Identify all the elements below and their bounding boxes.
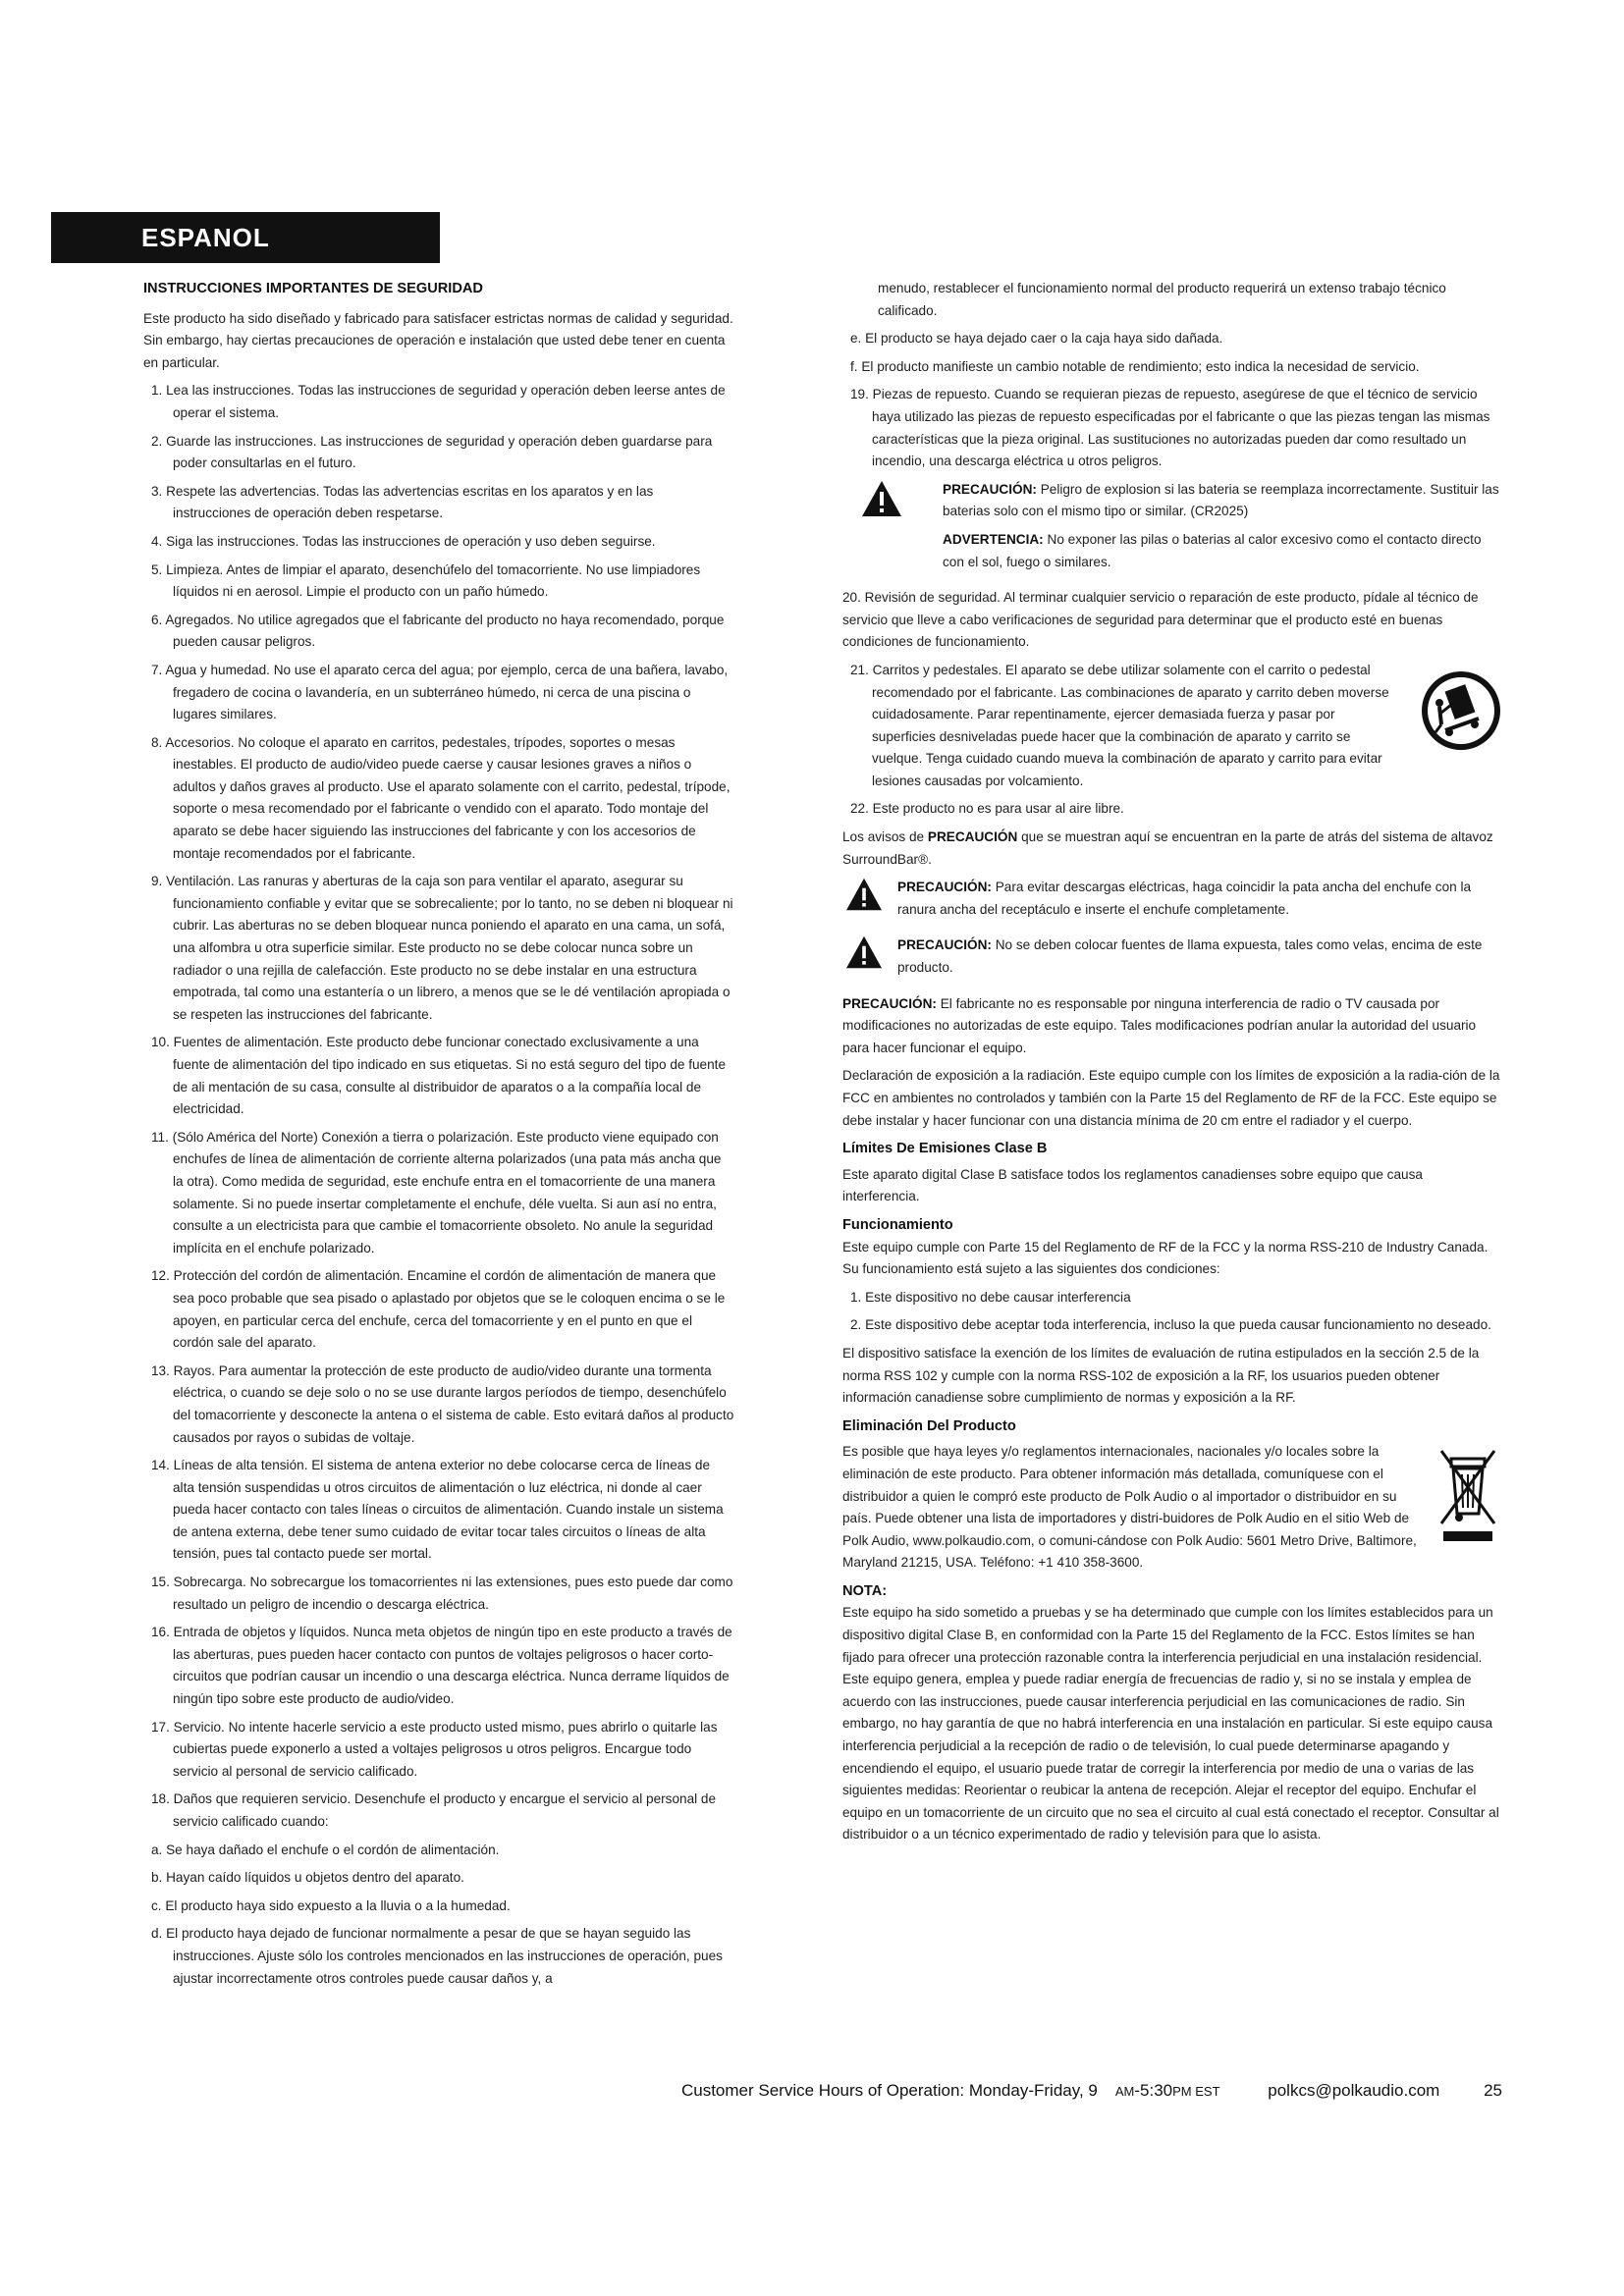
disposal-section	[842, 1441, 1502, 1580]
safety-item: 19. Piezas de repuesto. Cuando se requieran piezas de repuesto, asegúrese de que el técnico de servicio haya utilizado las piezas de repuesto especificadas por el fabricante o que las piezas tengan las mismas características que la pieza original. Las sustituciones no autorizadas pueden dar como resultado un incendio, una descarga eléctrica u otros peligros.	[850, 387, 1490, 469]
safety-item: 14. Líneas de alta tensión. El sistema de antena exterior no debe colocarse cerca de líneas de alta tensión suspendidas u otros circuitos de alimentación o luz eléctrica, ni donde al caer pueda hacer contacto con tales líneas o circuitos de alimentación. Cuando instale un sistema de antena externa, debe tener sumo cuidado de evitar tocar tales circuitos o líneas de alta tensión, pues tal contacto puede ser mortal.	[151, 1458, 724, 1562]
safety-item: 11. (Sólo América del Norte) Conexión a tierra o polarización. Este producto viene equipado con enchufes de línea de alimentación de corriente alterna polarizados (una pata más ancha que la otra). Como medida de seguridad, este enchufe entra en el tomacorriente de una manera solamente. Si no puede insertar completamente el enchufe, déle vuelta. Si aun así no entra, consulte a un electricista para que cambie el tomacorriente obsoleto. No anule la seguridad implícita en el enchufe polarizado.	[151, 1129, 722, 1255]
caution-notices-intro: Los avisos de PRECAUCIÓN que se muestran aquí se encuentran en la parte de atrás del sistema de altavoz SurroundBar®.	[842, 829, 1493, 867]
safety-item: 13. Rayos. Para aumentar la protección de este producto de audio/video durante una tormenta eléctrica, o cuando se deje solo o no se use durante largos períodos de tiempo, desenchúfelo del tomacorriente y desconecte la antena o el sistema de cable. Esto evitará daños al producto causados por rayos o subidas de voltaje.	[151, 1362, 734, 1445]
safety-item: 12. Protección del cordón de alimentación. Encamine el cordón de alimentación de manera que sea poco probable que sea pisado o aplastado por objetos que se le coloquen encima o se le apoyen, en particular cerca del enchufe, cerca del tomacorriente y en el punto en que el cordón sale del aparato.	[151, 1268, 726, 1351]
cart-tip-over-icon	[1420, 669, 1502, 752]
safety-item: 1. Lea las instrucciones. Todas las instrucciones de seguridad y operación deben leerse antes de operar el sistema.	[151, 383, 726, 420]
safety-item: 21. Carritos y pedestales. El aparato se debe utilizar solamente con el carrito o pedestal recomendado por el fabricante. Las combinaciones de aparato y carrito deben moverse cuidadosamente. Parar repentinamente, ejercer demasiada fuerza y pasar por superficies desniveladas puede hacer que la combinación de aparato y carrito se vuelque. Tenga cuidado cuando mueva la combinación de aparato y carrito para evitar lesiones causadas por volcamiento.	[850, 662, 1389, 788]
flame-warning	[842, 934, 1502, 985]
limits-title: Límites De Emisiones Clase B	[842, 1141, 1048, 1157]
safety-item: 2. Guarde las instrucciones. Las instrucciones de seguridad y operación deben guardarse para poder consultarlas en el futuro.	[151, 433, 713, 471]
safety-title: INSTRUCCIONES IMPORTANTES DE SEGURIDAD	[143, 281, 483, 296]
warning-text: Para evitar descargas eléctricas, haga coincidir la pata ancha del enchufe con la ranura ancha del receptáculo e inserte el enchufe completamente.	[897, 880, 1472, 917]
service-subitem: e. El producto se haya dejado caer o la caja haya sido dañada.	[850, 331, 1223, 347]
safety-item: 7. Agua y humedad. No use el aparato cerca del agua; por ejemplo, cerca de una bañera, lavabo, fregadero de cocina o lavandería, en un subterráneo húmedo, ni cerca de una piscina o lugares similares.	[151, 662, 729, 722]
func-text: Este equipo cumple con Parte 15 del Reglamento de RF de la FCC y la norma RSS-210 de Industry Canada. Su funcionamiento está sujeto a las siguientes dos condiciones:	[842, 1239, 1489, 1277]
warning-triangle-icon	[844, 877, 884, 912]
cart-section	[842, 660, 1502, 799]
safety-item: 17. Servicio. No intente hacerle servicio a este producto usted mismo, pues abrirlo o quitarle las cubiertas puede exponerlo a usted a voltajes peligrosos u otros peligros. Encargue todo servicio al personal de servicio calificado.	[151, 1719, 718, 1779]
safety-item: 18. Daños que requieren servicio. Desenchufe el producto y encargue el servicio al personal de servicio calificado cuando:	[151, 1791, 717, 1829]
language-banner: ESPANOL	[51, 212, 440, 263]
condition-item: 1. Este dispositivo no debe causar interferencia	[850, 1289, 1131, 1305]
safety-item: 4. Siga las instrucciones. Todas las instrucciones de operación y uso deben seguirse.	[151, 533, 656, 549]
safety-item: 20. Revisión de seguridad. Al terminar cualquier servicio o reparación de este producto, pídale al técnico de servicio que lleve a cabo verificaciones de seguridad para determinar que el producto esté en buenas condiciones de funcionamiento.	[842, 590, 1479, 650]
right-column	[842, 278, 1502, 1852]
crossed-bin-icon	[1434, 1445, 1502, 1547]
service-subitem: d. El producto haya dejado de funcionar normalmente a pesar de que se hayan seguido las instrucciones. Ajuste sólo los controles mencionados en las instrucciones de operación, pues ajustar incorrectamente otros controles puede causar daños y, a	[151, 1926, 723, 1986]
exemption-text: El dispositivo satisface la exención de los límites de evaluación de rutina estipulados en la sección 2.5 de la norma RSS 102 y cumple con la norma RSS-102 de exposición a la RF, los usuarios pueden obtener información canadiense sobre cumplimiento de normas y exposición a la RF.	[842, 1345, 1480, 1406]
warning-label: PRECAUCIÓN:	[943, 481, 1037, 497]
disposal-text: Es posible que haya leyes y/o reglamentos internacionales, nacionales y/o locales sobre la eliminación de este producto. Para obtener información más detallada, comuníquese con el distribuidor a quien le compró este producto de Polk Audio o al importador o distribuidor en su país. Puede obtener una lista de importadores y distri-buidores de Polk Audio en el sitio Web de Polk Audio, www.polkaudio.com, o comuni-cándose con Polk Audio: 5601 Metro Drive, Baltimore, Maryland 21215, USA. Teléfono: +1 410 358-3600.	[842, 1444, 1417, 1571]
continuation-text: menudo, restablecer el funcionamiento normal del producto requerirá un extenso trabajo técnico calificado.	[878, 281, 1446, 318]
left-column	[143, 278, 734, 1996]
safety-item: 8. Accesorios. No coloque el aparato en carritos, pedestales, trípodes, soportes o mesas inestables. El producto de audio/video puede caerse y causar lesiones graves a niños o adultos y daños graves al producto. Use el aparato solamente con el carrito, pedestal, trípode, soporte o mesa recomendado por el fabricante o vendido con el aparato. Todo montaje del aparato se debe hacer siguiendo las instrucciones del fabricante y con los accesorios de montaje recomendados por el fabricante.	[151, 734, 731, 861]
warning-label: PRECAUCIÓN:	[897, 937, 992, 953]
safety-intro: Este producto ha sido diseñado y fabricado para satisfacer estrictas normas de calidad y seguridad. Sin embargo, hay ciertas precauciones de operación e instalación que usted debe tener en cuenta en particular.	[143, 310, 733, 370]
warning-text: Peligro de explosion si las bateria se reemplaza incorrectamente. Sustituir las baterias solo con el mismo tipo or similar. (CR2025)	[943, 481, 1499, 519]
warning-text: No se deben colocar fuentes de llama expuesta, tales como velas, encima de este producto.	[897, 937, 1483, 976]
page-number: 25	[1484, 2081, 1502, 2100]
safety-item: 10. Fuentes de alimentación. Este producto debe funcionar conectado exclusivamente a una fuente de alimentación del tipo indicado en sus etiquetas. Si no está seguro del tipo de fuente de ali mentación de su casa, consulte al distribuidor de aparatos o a la compañía local de electricidad.	[151, 1035, 727, 1117]
warning-triangle-icon	[844, 934, 884, 970]
plug-warning	[842, 877, 1502, 927]
limits-text: Este aparato digital Clase B satisface todos los reglamentos canadienses sobre equipo que causa interferencia.	[842, 1166, 1423, 1204]
page-footer	[0, 2081, 1502, 2101]
nota-text: Este equipo ha sido sometido a pruebas y se ha determinado que cumple con los límites establecidos para un dispositivo digital Clase B, en conformidad con la Parte 15 del Reglamento de la FCC. Estos límites se han fijado para ofrecer una protección razonable contra la interferencia perjudicial en una instalación residencial. Este equipo genera, emplea y puede radiar energía de frecuencias de radio y, si no se instala y emplea de acuerdo con las instrucciones, puede causar interferencia perjudicial en las comunicaciones de radio. Sin embargo, no hay garantía de que no habrá interferencia en una instalación en particular. Si este equipo causa interferencia perjudicial a la recepción de radio o de televisión, lo cual puede determinarse apagando y encendiendo el equipo, el usuario puede tratar de corregir la interferencia por medio de una o varias de las siguientes medidas: Reorientar o reubicar la antena de recepción. Alejar el receptor del equipo. Enchufar el equipo en un tomacorriente de un circuito que no sea el circuito al cual está conectado el receptor. Consultar al distribuidor o a un técnico experimentado de radio y televisión para que lo asista.	[842, 1605, 1499, 1842]
service-subitem: f. El producto manifieste un cambio notable de rendimiento; esto indica la necesidad de servicio.	[850, 358, 1420, 374]
safety-item: 15. Sobrecarga. No sobrecargue los tomacorrientes ni las extensiones, pues esto puede dar como resultado un peligro de incendio o descarga eléctrica.	[151, 1575, 733, 1612]
safety-item: 9. Ventilación. Las ranuras y aberturas de la caja son para ventilar el aparato, asegurar su funcionamiento confiable y evitar que se sobrecaliente; por lo tanto, no se deben ni bloquear ni cubrir. Las aberturas no se deben bloquear nunca poniendo el aparato en una cama, un sofá, una alfombra u otra superficie similar. Este producto no se debe colocar nunca sobre un radiador o una rejilla de calefacción. Este producto no se debe instalar en una estructura empotrada, tal como una estantería o un librero, a menos que se le dé ventilación apropiada o se respeten las instrucciones del fabricante.	[151, 874, 733, 1022]
condition-item: 2. Este dispositivo debe aceptar toda interferencia, incluso la que pueda causar funcionamiento no deseado.	[850, 1317, 1491, 1333]
disposal-title: Eliminación Del Producto	[842, 1417, 1016, 1434]
warning-text: No exponer las pilas o baterias al calor excesivo como el contacto directo con el sol, fuego o similares.	[943, 531, 1482, 569]
safety-item: 16. Entrada de objetos y líquidos. Nunca meta objetos de ningún tipo en este producto a través de las aberturas, pues pueden hacer contacto con puntos de voltajes peligrosos o hacer corto-circuitos que podrían causar un incendio o una descarga eléctrica. Nunca derrame líquidos de ningún tipo sobre este producto de audio/video.	[151, 1625, 732, 1707]
func-title: Funcionamiento	[842, 1216, 953, 1233]
warning-label: ADVERTENCIA:	[943, 531, 1044, 547]
safety-item: 22. Este producto no es para usar al aire libre.	[850, 801, 1124, 817]
battery-warning	[842, 479, 1502, 579]
warning-triangle-icon	[860, 479, 903, 518]
safety-item: 5. Limpieza. Antes de limpiar el aparato, desenchúfelo del tomacorriente. No use limpiadores líquidos ni en aerosol. Limpie el producto con un paño húmedo.	[151, 561, 701, 600]
service-subitem: c. El producto haya sido expuesto a la lluvia o a la humedad.	[151, 1897, 511, 1913]
support-email[interactable]: polkcs@polkaudio.com	[1268, 2081, 1440, 2100]
service-subitem: b. Hayan caído líquidos u objetos dentro del aparato.	[151, 1870, 464, 1886]
safety-item: 3. Respete las advertencias. Todas las advertencias escritas en los aparatos y en las instrucciones de operación deben respetarse.	[151, 483, 654, 521]
nota-title: NOTA:	[842, 1582, 888, 1599]
service-subitem: a. Se haya dañado el enchufe o el cordón de alimentación.	[151, 1842, 500, 1857]
safety-item: 6. Agregados. No utilice agregados que el fabricante del producto no haya recomendado, porque pueden causar peligros.	[151, 612, 725, 650]
fcc-caution: PRECAUCIÓN: El fabricante no es responsable por ninguna interferencia de radio o TV causada por modificaciones no autorizadas de este equipo. Tales modificaciones podrían anular la autoridad del usuario para hacer funcionar el equipo.	[842, 995, 1477, 1055]
radiation-statement: Declaración de exposición a la radiación. Este equipo cumple con los límites de exposición a la radia-ción de la FCC en ambientes no controlados y también con la Parte 15 del Reglamento de RF de la FCC. Este equipo se debe instalar y hacer funcionar con una distancia mínima de 20 cm entre el radiador y el cuerpo.	[842, 1068, 1500, 1128]
warning-label: PRECAUCIÓN:	[897, 880, 992, 895]
service-hours: Customer Service Hours of Operation: Monday-Friday, 9 AM-5:30PM EST	[680, 2081, 1220, 2100]
